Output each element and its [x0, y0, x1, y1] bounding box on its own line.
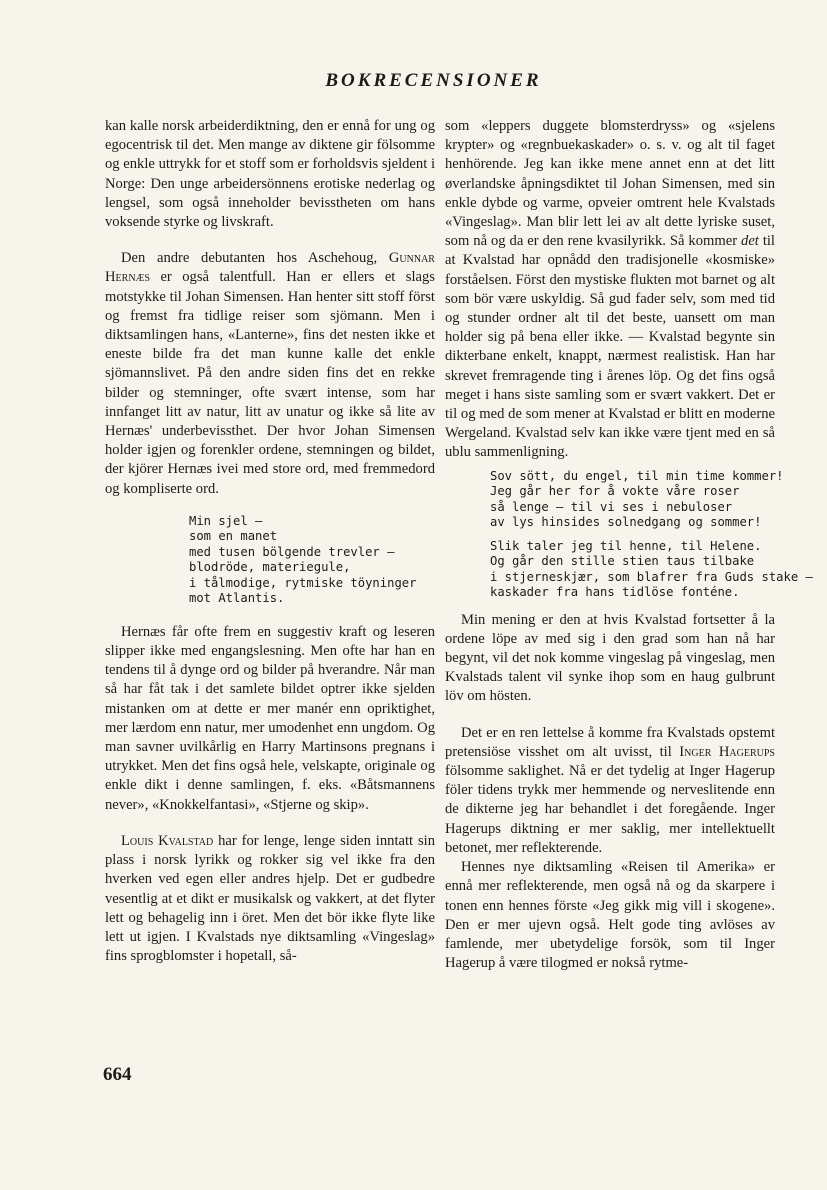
- paragraph: som «leppers duggete blomsterdryss» og «sjelens krypter» og «regnbuekaskader» o. s. v. og alt til faget henhörende. Jeg kan ikke mene annet enn at det litt øverlandske åpningsdiktet til Johan Simensen, med sin enkle dybde og varme, opveier omtrent hele Kvalstads «Vingeslag». Man blir lett lei av alt dette lyriske suset, som nå og da er den rene kvasilyrikk. Så kommer det til at Kvalstad har opnådd den tradisjonelle «kosmiske» forståelsen. Först den mystiske flukten mot barnet og alt som bör være uskyldig. Så gud fader selv, som med tid og stunder ordner alt til det beste, uansett om man holder sig på bena eller ikke. — Kvalstad begynte sin dikterbane enkelt, knappt, nærmest realistisk. Han har skrevet fremragende ting i årenes löp. Og det fins også meget i hans siste samling som er svært vakkert. Det er til og med de som mener at Kvalstad er blitt en moderne Wergeland. Kvalstad selv kan ikke være tjent med en så ublu sammenligning.: [445, 118, 775, 461]
- paragraph: Louis Kvalstad har for lenge, lenge siden inntatt sin plass i norsk lyrikk og rokker sig vel ikke fra den hverken ved egen eller andres hjelp. Det er gudbedre vesentlig at et dikt er musikalsk og vakkert, at det flyter lett og behagelig inn i öret. Men det bör ikke flyte like lett ut igjen. I Kvalstads nye diktsamling «Vingeslag» fins sprogblomster i hopetall, så-: [105, 832, 435, 965]
- running-title: BOKRECENSIONER: [325, 70, 542, 91]
- poem-excerpt: Sov sött, du engel, til min time kommer! Jeg går her for å vokte våre roser så lenge — til vi ses i nebuloser av lys hinsides solnedgang og sommer!: [490, 468, 784, 530]
- paragraph: Hennes nye diktsamling «Reisen til Amerika» er ennå mer reflekterende, men også nå og da skarpere i tonen enn hennes förste «Jeg gikk mig vill i skogene». Den er mer ujevn også. Helt gode ting avlöses av famlende, mer ubetydelige forsök, som til Inger Hagerup å være tilogmed er nokså rytme-: [445, 859, 775, 972]
- poem-excerpt: Min sjel — som en manet med tusen bölgende trevler — blodröde, materiegule, i tålmodige, rytmiske töyninger mot Atlantis.: [189, 513, 417, 606]
- paragraph: Den andre debutanten hos Aschehoug, Gunnar Hernæs er også talentfull. Han er ellers et slags motstykke til Johan Simensen. Han henter sitt stoff först og fremst fra tidlige reiser som sjömann. Men i diktsamlingen hans, «Lanterne», fins det nesten ikke et eneste bilde fra det man kunne kalle det enkle sjömannslivet. På den andre siden fins det en rekke bilder og stemninger, ofte svært intense, som har innfanget litt av natur, litt av unatur og ikke så lite av Hernæs' underbevissthet. Der hvor Johan Simensen holder igjen og forenkler ordene, stemningen og bildet, der kjörer Hernæs ivei med store ord, med fremmedord og kompliserte ord.: [105, 250, 435, 497]
- poem-excerpt: Slik taler jeg til henne, til Helene. Og går den stille stien taus tilbake i stjerneskjær, som blafrer fra Guds stake — kaskader fra hans tidlöse fonténe.: [490, 538, 813, 600]
- right-column: [445, 117, 813, 973]
- paragraph: Hernæs får ofte frem en suggestiv kraft og leseren slipper ikke med engangslesning. Men ofte har han en tendens til å dynge ord og bilder på hverandre. Når man så har fåt tak i det samlete bildet optrer ikke sjelden mistanken om at dette er mer manér enn opriktighet, mer lærdom enn natur, mer umodenhet enn ungdom. Og man savner uvilkårlig en Harry Martinsons pregnans i utrykket. Men det fins også hele, velskapte, originale og enkle dikt i denne samlingen, f. eks. «Båtsmannens never», «Knokkelfantasi», «Stjerne og skip».: [105, 623, 435, 813]
- paragraph: kan kalle norsk arbeiderdiktning, den er ennå for ung og egocentrisk til det. Men mange av diktene gir fölsomme og enkle uttrykk for et stoff som er forholdsvis sjeldent i Norge: Den unge arbeidersönnens erotiske nederlag og lengsel, som også inneholder bevisstheten om hans voksende styrke og livskraft.: [105, 118, 435, 231]
- page-header: [0, 70, 827, 92]
- paragraph: Det er en ren lettelse å komme fra Kvalstads opstemt pretensiöse visshet om alt uvisst, til Inger Hagerups fölsomme saklighet. Nå er det tydelig at Inger Hagerup föler tidens trykk mer hemmende og nerveslitende enn de dikterne jeg har behandlet i det foregående. Inger Hagerups diktning er mer saklig, mer intellektuellt betonet, mer reflekterende.: [445, 724, 775, 856]
- left-column: [105, 117, 435, 966]
- emphasis: det: [741, 233, 759, 250]
- page-number: 664: [103, 1064, 132, 1085]
- paragraph: Min mening er den at hvis Kvalstad fortsetter å la ordene löpe av med sig i den grad som han nå har begynt, vil det nok komme vingeslag på vingeslag, men Kvalstads talent vil synke ihop som en haug gulbrunt löv om hösten.: [445, 611, 775, 705]
- author-name: Inger Hagerups: [679, 743, 775, 760]
- author-name: Gunnar Hernæs: [105, 250, 435, 286]
- author-name: Louis Kvalstad: [121, 832, 214, 849]
